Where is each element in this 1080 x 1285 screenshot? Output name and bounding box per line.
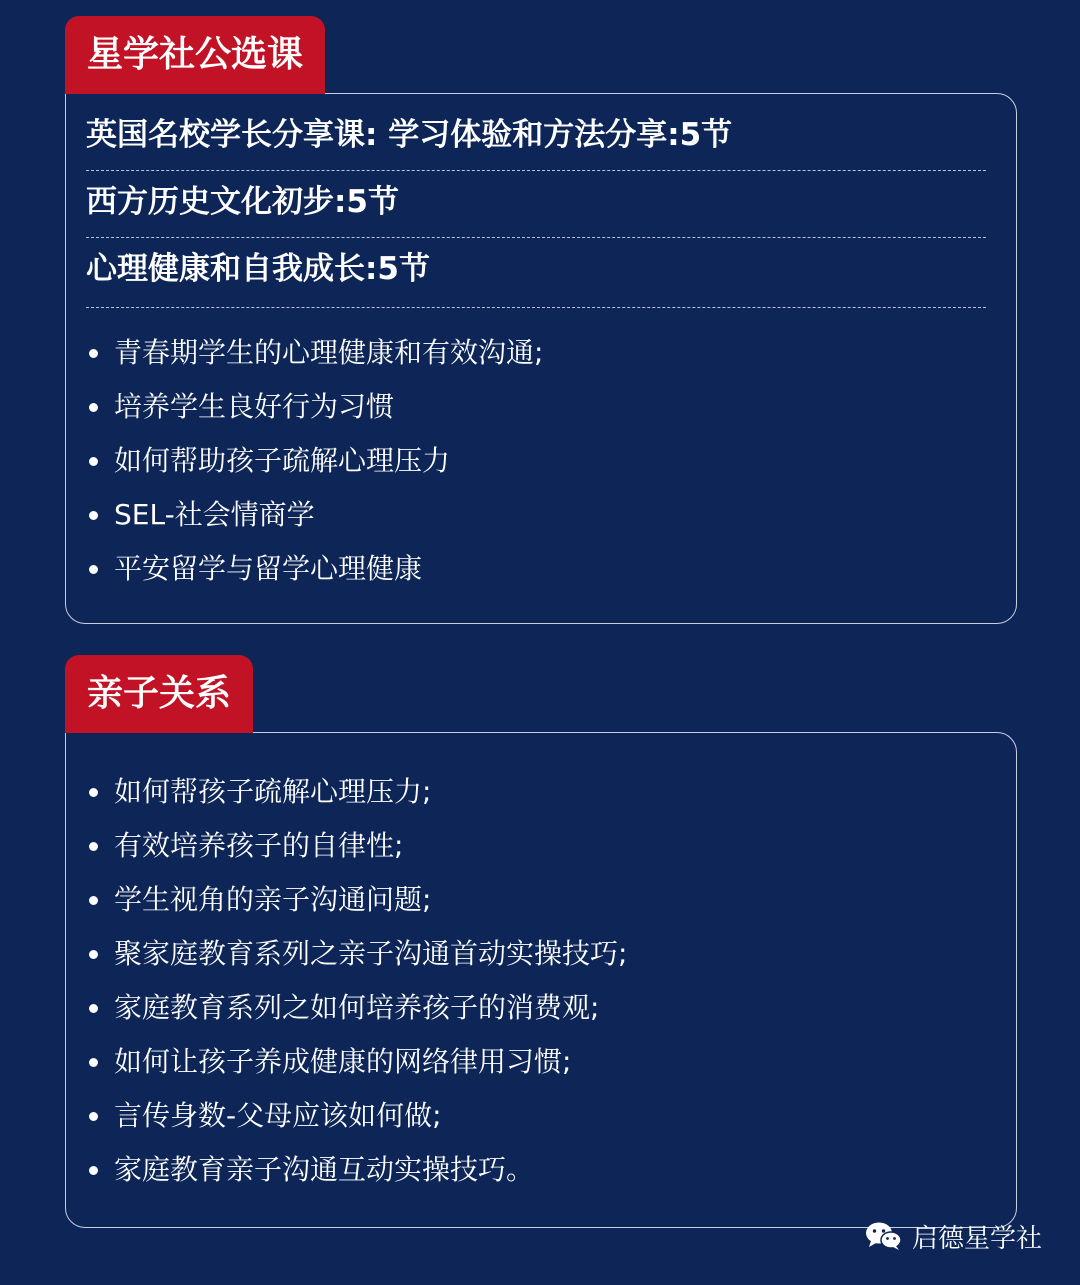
- parenting-content-box: [65, 732, 1017, 1228]
- list-item: [86, 434, 543, 488]
- list-item: [86, 380, 543, 434]
- topic-text: 如何帮助孩子疏解心理压力: [114, 444, 451, 477]
- bullet-icon: [89, 457, 98, 466]
- list-item: [86, 765, 627, 819]
- parenting-topic-list: [86, 765, 627, 1197]
- topic-text: 家庭教育亲子沟通互动实操技巧。: [114, 1153, 535, 1186]
- parenting-section: [65, 655, 1017, 1228]
- bullet-icon: [89, 1112, 98, 1121]
- bullet-icon: [89, 788, 98, 797]
- list-item: [86, 1143, 627, 1197]
- list-item: [86, 542, 543, 596]
- parenting-title-tab: 亲子关系: [65, 655, 253, 733]
- topic-text: 学生视角的亲子沟通问题;: [114, 883, 432, 916]
- topic-text: 聚家庭教育系列之亲子沟通首动实操技巧;: [114, 937, 628, 970]
- course-item: 心理健康和自我成长:5节: [86, 251, 430, 287]
- bullet-icon: [89, 565, 98, 574]
- topic-text: 如何让孩子养成健康的网络律用习惯;: [114, 1045, 572, 1078]
- list-item: [86, 819, 627, 873]
- topic-text: 有效培养孩子的自律性;: [114, 829, 404, 862]
- bullet-icon: [89, 1004, 98, 1013]
- list-item: [86, 1089, 627, 1143]
- list-item: [86, 927, 627, 981]
- list-item: [86, 873, 627, 927]
- bullet-icon: [89, 950, 98, 959]
- elective-title-tab: 星学社公选课: [65, 16, 325, 94]
- course-item: 西方历史文化初步:5节: [86, 184, 399, 220]
- bullet-icon: [89, 403, 98, 412]
- bullet-icon: [89, 842, 98, 851]
- list-item: [86, 981, 627, 1035]
- dashed-divider: [86, 307, 986, 308]
- bullet-icon: [89, 1058, 98, 1067]
- topic-text: 培养学生良好行为习惯: [114, 390, 395, 423]
- topic-text: 如何帮孩子疏解心理压力;: [114, 775, 432, 808]
- elective-topic-list: [86, 326, 543, 596]
- topic-text: 平安留学与留学心理健康: [114, 552, 423, 585]
- bullet-icon: [89, 1166, 98, 1175]
- list-item: [86, 488, 543, 542]
- bullet-icon: [89, 896, 98, 905]
- wechat-icon: [864, 1220, 904, 1252]
- elective-content-box: [65, 93, 1017, 624]
- dashed-divider: [86, 237, 986, 238]
- topic-text: 青春期学生的心理健康和有效沟通;: [114, 336, 544, 369]
- watermark-text: 启德星学社: [911, 1223, 1042, 1254]
- elective-section: [65, 16, 1017, 624]
- topic-text: 言传身数-父母应该如何做;: [114, 1099, 442, 1132]
- course-item: 英国名校学长分享课: 学习体验和方法分享:5节: [86, 117, 733, 153]
- bullet-icon: [89, 511, 98, 520]
- list-item: [86, 326, 543, 380]
- wechat-watermark: [864, 1216, 1042, 1256]
- list-item: [86, 1035, 627, 1089]
- topic-text: 家庭教育系列之如何培养孩子的消费观;: [114, 991, 600, 1024]
- topic-text: SEL-社会情商学: [114, 498, 315, 531]
- bullet-icon: [89, 349, 98, 358]
- dashed-divider: [86, 170, 986, 171]
